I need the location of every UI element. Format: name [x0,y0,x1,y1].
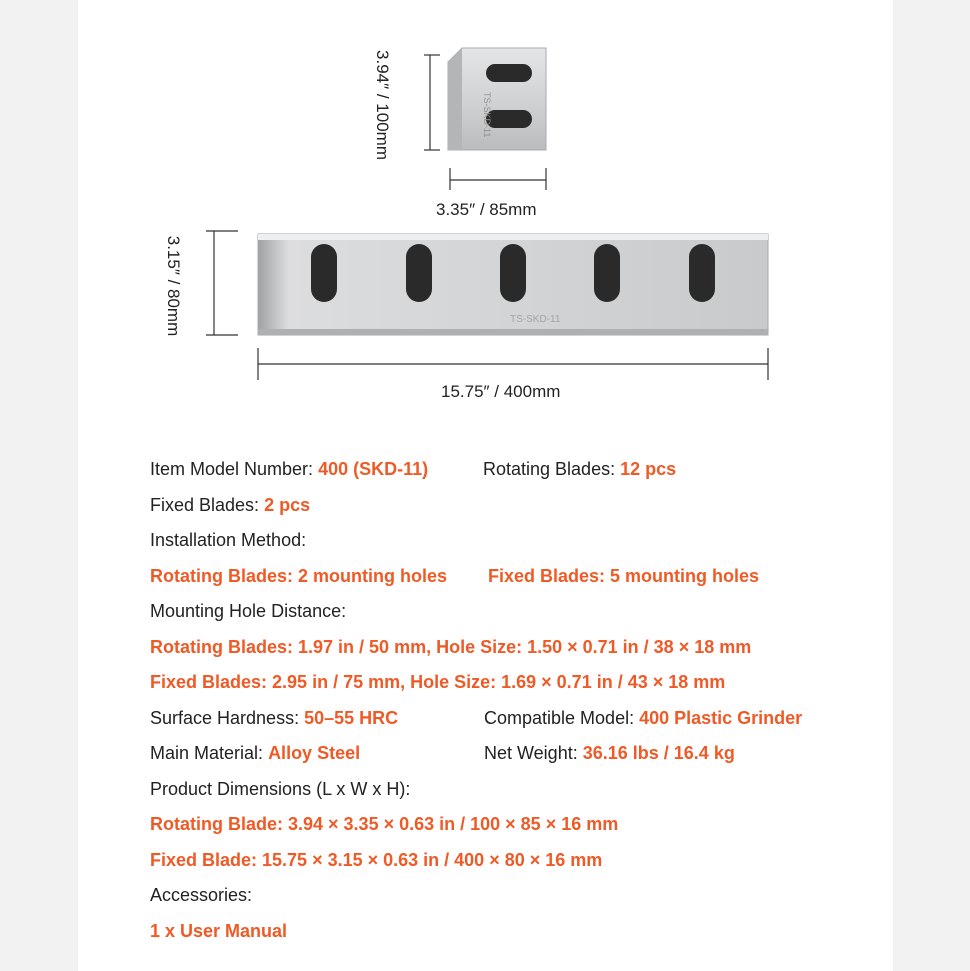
net-weight-label: Net Weight: [484,743,578,763]
fixed-blade-hole [594,244,620,302]
fixed-blade-engraving: TS-SKD-11 [510,314,561,325]
hole-distance-fixed: Fixed Blades: 2.95 in / 75 mm, Hole Size: 1.69 × 0.71 in / 43 × 18 mm [150,672,726,692]
rotating-blades-count-value: 12 pcs [620,459,677,479]
hardness-value: 50–55 HRC [304,708,399,728]
rotating-blade-engraving: TS-SKD-11 [482,92,492,138]
rotating-blade-image [448,48,546,150]
accessories-value: 1 x User Manual [150,921,288,941]
dimensions-rotating: Rotating Blade: 3.94 × 3.35 × 0.63 in / 100 × 85 × 16 mm [150,814,619,834]
hardness-row [150,706,398,730]
installation-fixed-value: Fixed Blades: 5 mounting holes [488,566,760,586]
fixed-blade-length-label: 15.75″ / 400mm [441,382,561,401]
material-value: Alloy Steel [268,743,361,763]
rotating-blade-width-label: 3.35″ / 85mm [436,200,537,219]
compatible-model-row [484,706,802,730]
rotating-blades-count-label: Rotating Blades: [483,459,616,479]
hole-distance-rotating: Rotating Blades: 1.97 in / 50 mm, Hole Size: 1.50 × 0.71 in / 38 × 18 mm [150,637,752,657]
installation-rotating-value: Rotating Blades: 2 mounting holes [150,566,448,586]
dimensions-fixed: Fixed Blade: 15.75 × 3.15 × 0.63 in / 400 × 80 × 16 mm [150,850,603,870]
compatible-model-value: 400 Plastic Grinder [639,708,803,728]
rotating-blade-hole [486,64,532,82]
fixed-blade-hole [406,244,432,302]
fixed-blade-hole [311,244,337,302]
material-row [150,741,360,765]
net-weight-row [484,741,735,765]
fixed-blade-height-label: 3.15″ / 80mm [164,235,183,337]
item-model-label: Item Model Number: [150,459,314,479]
net-weight-value: 36.16 lbs / 16.4 kg [582,743,735,763]
fixed-blade-hole [500,244,526,302]
rotating-blade-hole [486,110,532,128]
fixed-blades-count-label: Fixed Blades: [150,495,260,515]
fixed-blade-hole [689,244,715,302]
item-model-row [150,457,428,481]
fixed-blades-count-value: 2 pcs [264,495,311,515]
hole-distance-label: Mounting Hole Distance: [150,601,347,621]
compatible-model-label: Compatible Model: [484,708,635,728]
rotating-blades-count-row [483,457,676,481]
fixed-blades-count-row [150,493,310,517]
accessories-label: Accessories: [150,885,253,905]
dimensions-label: Product Dimensions (L x W x H): [150,779,411,799]
installation-method-label: Installation Method: [150,530,307,550]
material-label: Main Material: [150,743,264,763]
hardness-label: Surface Hardness: [150,708,300,728]
rotating-blade-height-label: 3.94″ / 100mm [373,50,392,160]
item-model-value: 400 (SKD-11) [318,459,429,479]
